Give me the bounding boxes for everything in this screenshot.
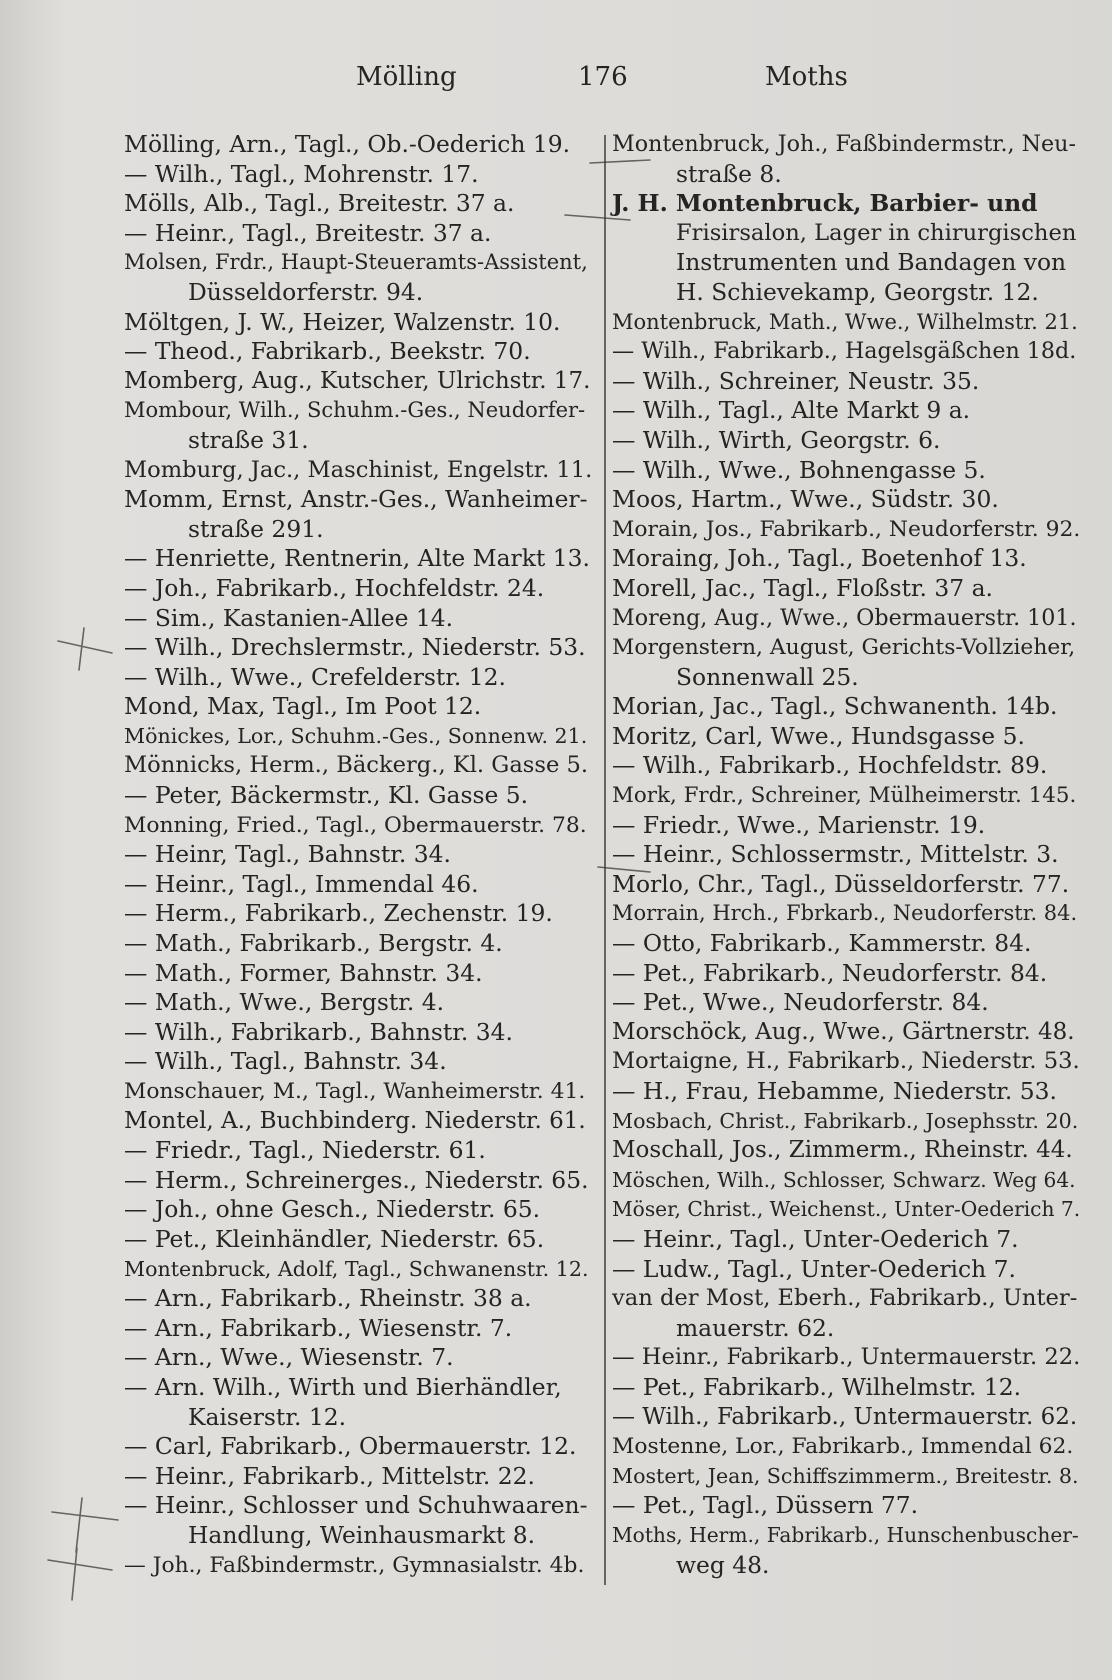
directory-entry: Moraing, Joh., Tagl., Boetenhof 13. — [612, 544, 1027, 573]
directory-entry: — Wilh., Schreiner, Neustr. 35. — [612, 366, 980, 395]
directory-entry: — Heinr., Tagl., Breitestr. 37 a. — [124, 218, 492, 247]
directory-entry: — Wilh., Fabrikarb., Bahnstr. 34. — [124, 1017, 513, 1046]
directory-entry: — Wilh., Fabrikarb., Hagelsgäßchen 18d. — [612, 338, 1077, 365]
directory-entry: Mosbach, Christ., Fabrikarb., Josephsstr. 20. — [612, 1108, 1079, 1133]
directory-entry: Mostert, Jean, Schiffszimmerm., Breitestr. 8. — [612, 1463, 1079, 1488]
pencil-mark — [72, 1548, 77, 1600]
directory-entry: — Ludw., Tagl., Unter-Oederich 7. — [612, 1254, 1016, 1283]
directory-entry: Momburg, Jac., Maschinist, Engelstr. 11. — [124, 456, 593, 483]
directory-entry: — Pet., Kleinhändler, Niederstr. 65. — [124, 1224, 545, 1253]
directory-entry: Morain, Jos., Fabrikarb., Neudorferstr. 92. — [612, 516, 1081, 542]
entry-continuation: straße 31. — [188, 425, 309, 454]
directory-entry: — Wilh., Wwe., Crefelderstr. 12. — [124, 662, 506, 691]
directory-entry: — Carl, Fabrikarb., Obermauerstr. 12. — [124, 1432, 577, 1461]
directory-entry: — Friedr., Tagl., Niederstr. 61. — [124, 1136, 486, 1165]
directory-entry: — Pet., Tagl., Düssern 77. — [612, 1491, 919, 1520]
directory-entry: Morgenstern, August, Gerichts-Vollzieher, — [612, 635, 1076, 661]
directory-entry: — Otto, Fabrikarb., Kammerstr. 84. — [612, 929, 1032, 958]
directory-entry: — Friedr., Wwe., Marienstr. 19. — [612, 810, 986, 839]
directory-entry: Moos, Hartm., Wwe., Südstr. 30. — [612, 485, 999, 514]
directory-entry: Mölling, Arn., Tagl., Ob.-Oederich 19. — [124, 130, 571, 158]
directory-entry: — Wilh., Drechslermstr., Niederstr. 53. — [124, 633, 586, 662]
pencil-mark — [76, 1498, 82, 1552]
entry-continuation: Frisirsalon, Lager in chirurgischen — [676, 219, 1077, 246]
directory-entry: Monschauer, M., Tagl., Wanheimerstr. 41. — [124, 1079, 586, 1104]
entry-continuation: straße 291. — [188, 514, 324, 543]
pencil-mark — [48, 1560, 112, 1570]
directory-entry: Möser, Christ., Weichenst., Unter-Oederich 7. — [612, 1197, 1081, 1222]
page-header — [0, 62, 1112, 102]
directory-entry: Momberg, Aug., Kutscher, Ulrichstr. 17. — [124, 367, 591, 394]
directory-entry: Mölls, Alb., Tagl., Breitestr. 37 a. — [124, 189, 515, 218]
directory-entry: Moschall, Jos., Zimmerm., Rheinstr. 44. — [612, 1137, 1073, 1164]
directory-entry: Morell, Jac., Tagl., Floßstr. 37 a. — [612, 573, 993, 602]
directory-entry: Moths, Herm., Fabrikarb., Hunschenbuscher- — [612, 1522, 1079, 1547]
directory-entry: — Math., Former, Bahnstr. 34. — [124, 958, 483, 987]
directory-entry: — Joh., Fabrikarb., Hochfeldstr. 24. — [124, 573, 545, 602]
entry-continuation: weg 48. — [676, 1550, 770, 1579]
directory-entry: — Arn. Wilh., Wirth und Bierhändler, — [124, 1372, 562, 1401]
directory-entry: Möltgen, J. W., Heizer, Walzenstr. 10. — [124, 307, 561, 336]
directory-entry: — Wilh., Fabrikarb., Hochfeldstr. 89. — [612, 751, 1048, 780]
directory-entry: Molsen, Frdr., Haupt-Steueramts-Assistent, — [124, 250, 588, 275]
entry-continuation: Handlung, Weinhausmarkt 8. — [188, 1520, 536, 1549]
directory-entry: Morschöck, Aug., Wwe., Gärtnerstr. 48. — [612, 1018, 1075, 1045]
directory-entry: — Wilh., Wwe., Bohnengasse 5. — [612, 455, 986, 484]
pencil-mark — [79, 628, 84, 670]
directory-entry: Mortaigne, H., Fabrikarb., Niederstr. 53. — [612, 1048, 1080, 1075]
directory-entry: — Heinr., Fabrikarb., Mittelstr. 22. — [124, 1461, 535, 1490]
directory-entry: Montenbruck, Adolf, Tagl., Schwanenstr. 12. — [124, 1256, 589, 1281]
directory-entry: Montenbruck, Math., Wwe., Wilhelmstr. 21. — [612, 309, 1078, 334]
directory-entry: Morrain, Hrch., Fbrkarb., Neudorferstr. 84. — [612, 901, 1078, 926]
directory-entry: — Herm., Schreinerges., Niederstr. 65. — [124, 1165, 589, 1194]
directory-entry: — Wilh., Wirth, Georgstr. 6. — [612, 425, 941, 454]
directory-entry: Moreng, Aug., Wwe., Obermauerstr. 101. — [612, 604, 1077, 631]
entry-continuation: Düsseldorferstr. 94. — [188, 277, 424, 306]
left-column — [124, 130, 592, 1580]
directory-entry: — Theod., Fabrikarb., Beekstr. 70. — [124, 337, 531, 366]
directory-entry: Mond, Max, Tagl., Im Poot 12. — [124, 692, 482, 721]
directory-entry: — Heinr., Schlosser und Schuhwaaren- — [124, 1491, 588, 1520]
directory-entry: — Herm., Fabrikarb., Zechenstr. 19. — [124, 899, 553, 928]
pencil-mark — [58, 641, 112, 653]
directory-entry: — Math., Fabrikarb., Bergstr. 4. — [124, 929, 503, 958]
directory-entry: Morlo, Chr., Tagl., Düsseldorferstr. 77. — [612, 869, 1070, 898]
directory-entry: — Sim., Kastanien-Allee 14. — [124, 603, 454, 632]
directory-entry: J. H. Montenbruck, Barbier- und — [612, 189, 1038, 218]
directory-entry: — Arn., Fabrikarb., Wiesenstr. 7. — [124, 1313, 513, 1342]
directory-entry: van der Most, Eberh., Fabrikarb., Unter- — [612, 1285, 1078, 1312]
directory-entry: Mönnicks, Herm., Bäckerg., Kl. Gasse 5. — [124, 752, 589, 779]
directory-entry: — Math., Wwe., Bergstr. 4. — [124, 988, 445, 1017]
directory-entry: Montenbruck, Joh., Faßbindermstr., Neu- — [612, 131, 1076, 157]
right-column — [612, 130, 1080, 1580]
header-first-entry: Mölling — [356, 62, 457, 92]
page-number: 176 — [578, 62, 628, 92]
directory-entry: — Wilh., Tagl., Mohrenstr. 17. — [124, 159, 479, 188]
directory-entry: — Wilh., Fabrikarb., Untermauerstr. 62. — [612, 1403, 1078, 1430]
directory-entry: — Heinr., Schlossermstr., Mittelstr. 3. — [612, 840, 1059, 869]
directory-entry: — Joh., Faßbindermstr., Gymnasialstr. 4b. — [124, 1552, 585, 1578]
directory-entry: — Arn., Fabrikarb., Rheinstr. 38 a. — [124, 1284, 532, 1313]
directory-entry: — Pet., Fabrikarb., Wilhelmstr. 12. — [612, 1372, 1022, 1401]
directory-entry: — Heinr., Tagl., Unter-Oederich 7. — [612, 1224, 1019, 1253]
directory-entry: Möschen, Wilh., Schlosser, Schwarz. Weg 64. — [612, 1167, 1076, 1192]
directory-entry: Moritz, Carl, Wwe., Hundsgasse 5. — [612, 721, 1025, 750]
directory-entry: Mönickes, Lor., Schuhm.-Ges., Sonnenw. 21. — [124, 723, 588, 748]
directory-entry: — Wilh., Tagl., Bahnstr. 34. — [124, 1047, 447, 1076]
entry-continuation: Instrumenten und Bandagen von — [676, 248, 1067, 277]
directory-entry: — Arn., Wwe., Wiesenstr. 7. — [124, 1343, 454, 1372]
directory-entry: — Pet., Fabrikarb., Neudorferstr. 84. — [612, 958, 1048, 987]
directory-entry: Morian, Jac., Tagl., Schwanenth. 14b. — [612, 692, 1058, 721]
directory-entry: — Heinr., Fabrikarb., Untermauerstr. 22. — [612, 1344, 1081, 1371]
directory-entry: — Pet., Wwe., Neudorferstr. 84. — [612, 988, 989, 1017]
directory-entry: Mork, Frdr., Schreiner, Mülheimerstr. 145. — [612, 783, 1077, 809]
entry-continuation: Sonnenwall 25. — [676, 662, 859, 691]
entry-continuation: H. Schievekamp, Georgstr. 12. — [676, 277, 1039, 306]
header-last-entry: Moths — [765, 62, 848, 92]
pencil-mark — [52, 1512, 118, 1520]
directory-entry: — Heinr., Tagl., Immendal 46. — [124, 869, 479, 898]
directory-entry: — H., Frau, Hebamme, Niederstr. 53. — [612, 1077, 1057, 1105]
entry-continuation: mauerstr. 62. — [676, 1313, 835, 1342]
directory-entry: Monning, Fried., Tagl., Obermauerstr. 78. — [124, 812, 587, 838]
directory-entry: — Heinr, Tagl., Bahnstr. 34. — [124, 840, 451, 869]
directory-entry: Mostenne, Lor., Fabrikarb., Immendal 62. — [612, 1434, 1074, 1460]
entry-continuation: straße 8. — [676, 159, 782, 188]
directory-entry: Montel, A., Buchbinderg. Niederstr. 61. — [124, 1107, 586, 1134]
directory-entry: Mombour, Wilh., Schuhm.-Ges., Neudorfer- — [124, 398, 586, 423]
directory-entry: — Peter, Bäckermstr., Kl. Gasse 5. — [124, 781, 529, 810]
directory-entry: — Wilh., Tagl., Alte Markt 9 a. — [612, 396, 971, 425]
directory-entry: Momm, Ernst, Anstr.-Ges., Wanheimer- — [124, 485, 588, 514]
directory-entry: — Henriette, Rentnerin, Alte Markt 13. — [124, 544, 590, 573]
directory-entry: — Joh., ohne Gesch., Niederstr. 65. — [124, 1195, 541, 1224]
entry-continuation: Kaiserstr. 12. — [188, 1402, 347, 1431]
column-divider — [604, 135, 606, 1585]
